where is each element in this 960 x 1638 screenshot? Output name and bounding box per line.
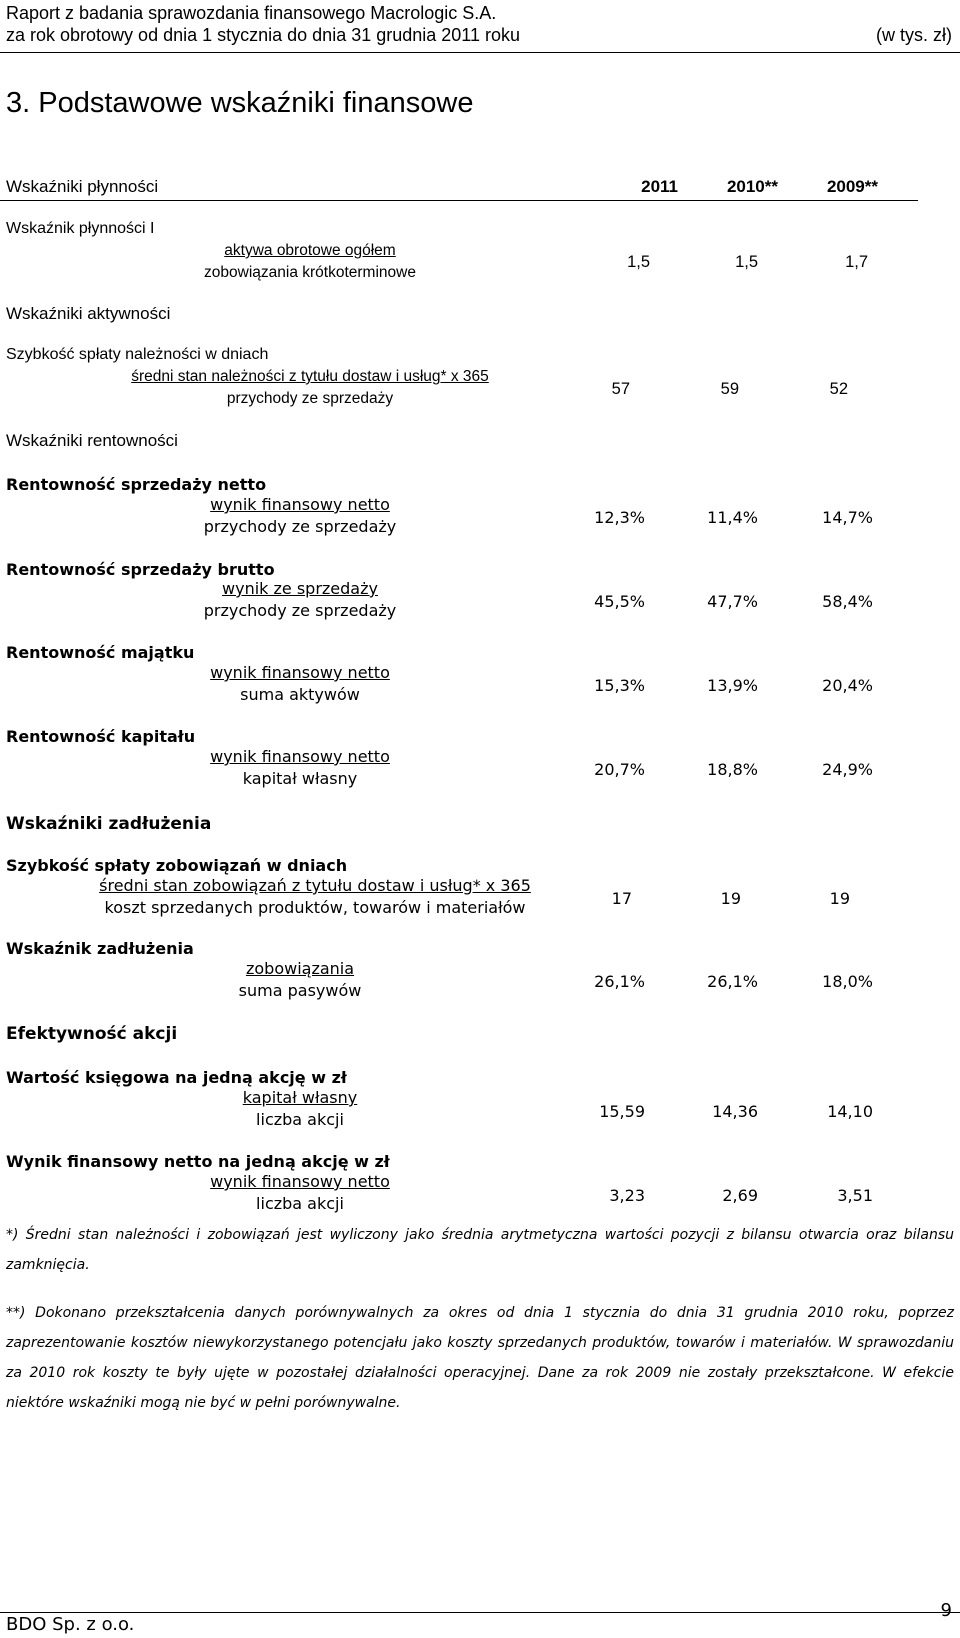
report-unit: (w tys. zł) <box>876 25 952 45</box>
value-2010: 14,36 <box>712 1102 758 1121</box>
value-2009: 58,4% <box>822 592 873 611</box>
footnote-restatement: **) Dokonano przekształcenia danych porównywalnych za okres od dnia 1 stycznia do dnia 31 grudnia 2010 roku, poprzez zaprezentowanie kosztów niewykorzystanego potencjału jako koszty sprzedanych produktów, towarów i materiałów. W sprawozdaniu za 2010 rok koszty te były ujęte w pozostałej działalności operacyjnej. Dane za rok 2009 nie zostały przekształcone. W efekcie niektóre wskaźniki mogą nie być w pełni porównywalne. <box>6 1305 954 1411</box>
denominator: liczba akcji <box>256 1110 344 1129</box>
fraction-gross-margin <box>195 578 405 622</box>
row-label-payables: Szybkość spłaty zobowiązań w dniach <box>6 856 348 875</box>
value-2009: 3,51 <box>837 1186 873 1205</box>
value-2010: 1,5 <box>735 253 758 271</box>
section-title: 3. Podstawowe wskaźniki finansowe <box>6 87 474 119</box>
numerator: wynik ze sprzedaży <box>222 579 378 598</box>
numerator: zobowiązania <box>245 959 355 978</box>
value-2011: 3,23 <box>609 1186 645 1205</box>
footer-company: BDO Sp. z o.o. <box>6 1614 135 1635</box>
value-2011: 26,1% <box>594 972 645 991</box>
denominator: koszt sprzedanych produktów, towarów i materiałów <box>104 898 526 917</box>
col-header-2009: 2009** <box>826 177 878 196</box>
value-2009: 1,7 <box>845 253 868 271</box>
denominator: przychody ze sprzedaży <box>226 390 394 407</box>
row-label-net-margin: Rentowność sprzedaży netto <box>6 475 267 494</box>
value-2009: 18,0% <box>822 972 873 991</box>
value-2011: 17 <box>611 889 632 908</box>
report-title: Raport z badania sprawozdania finansowego Macrologic S.A. <box>6 3 497 23</box>
value-2009: 14,7% <box>822 508 873 527</box>
value-2010: 2,69 <box>722 1186 758 1205</box>
fraction-payables <box>70 875 560 919</box>
value-2011: 12,3% <box>594 508 645 527</box>
row-label-roa: Rentowność majątku <box>6 643 195 662</box>
group-debt: Wskaźniki zadłużenia <box>6 814 212 834</box>
row-label-receivables: Szybkość spłaty należności w dniach <box>6 346 269 363</box>
fraction-eps <box>195 1171 405 1215</box>
value-2009: 20,4% <box>822 676 873 695</box>
fraction-roe <box>195 746 405 790</box>
fraction-receivables <box>100 366 520 410</box>
value-2011: 57 <box>611 380 630 398</box>
value-2010: 47,7% <box>707 592 758 611</box>
denominator: zobowiązania krótkoterminowe <box>204 264 416 281</box>
report-period: za rok obrotowy od dnia 1 stycznia do dnia 31 grudnia 2011 roku <box>6 25 520 45</box>
fraction-net-margin <box>195 494 405 538</box>
fraction-debt-ratio <box>215 958 385 1002</box>
row-label-gross-margin: Rentowność sprzedaży brutto <box>6 560 275 579</box>
numerator: aktywa obrotowe ogółem <box>224 242 396 259</box>
col-header-2010: 2010** <box>726 177 778 196</box>
value-2009: 14,10 <box>827 1102 873 1121</box>
group-liquidity: Wskaźniki płynności <box>6 177 159 196</box>
numerator: wynik finansowy netto <box>210 495 390 514</box>
value-2010: 26,1% <box>707 972 758 991</box>
row-label-debt-ratio: Wskaźnik zadłużenia <box>6 939 194 958</box>
value-2011: 1,5 <box>627 253 650 271</box>
group-activity: Wskaźniki aktywności <box>6 304 171 323</box>
numerator: średni stan należności z tytułu dostaw i usług* x 365 <box>131 368 489 385</box>
group-shares: Efektywność akcji <box>6 1024 178 1044</box>
numerator: wynik finansowy netto <box>210 663 390 682</box>
row-label-roe: Rentowność kapitału <box>6 727 196 746</box>
value-2009: 52 <box>829 380 848 398</box>
denominator: suma pasywów <box>238 981 362 1000</box>
numerator: wynik finansowy netto <box>210 747 390 766</box>
group-profitability: Wskaźniki rentowności <box>6 431 178 450</box>
denominator: suma aktywów <box>240 685 360 704</box>
denominator: liczba akcji <box>256 1194 344 1213</box>
value-2011: 20,7% <box>594 760 645 779</box>
numerator: średni stan zobowiązań z tytułu dostaw i usług* x 365 <box>99 876 531 895</box>
value-2010: 18,8% <box>707 760 758 779</box>
table-header-rule <box>0 200 918 201</box>
col-header-2011: 2011 <box>641 177 678 196</box>
value-2010: 11,4% <box>707 508 758 527</box>
fraction-liquidity <box>175 240 445 284</box>
value-2010: 19 <box>720 889 741 908</box>
row-label-book-value: Wartość księgowa na jedną akcję w zł <box>6 1068 347 1087</box>
header-rule <box>0 52 960 53</box>
value-2010: 13,9% <box>707 676 758 695</box>
value-2011: 45,5% <box>594 592 645 611</box>
value-2011: 15,3% <box>594 676 645 695</box>
row-label-liquidity: Wskaźnik płynności I <box>6 220 155 237</box>
denominator: przychody ze sprzedaży <box>203 601 397 620</box>
footnote-averages: *) Średni stan należności i zobowiązań jest wyliczony jako średnia arytmetyczna wartości pozycji z bilansu otwarcia oraz bilansu zamknięcia. <box>6 1227 954 1273</box>
value-2009: 24,9% <box>822 760 873 779</box>
numerator: wynik finansowy netto <box>210 1172 390 1191</box>
numerator: kapitał własny <box>242 1088 358 1107</box>
value-2011: 15,59 <box>599 1102 645 1121</box>
value-2010: 59 <box>720 380 739 398</box>
fraction-roa <box>195 662 405 706</box>
page-number: 9 <box>940 1600 952 1621</box>
denominator: kapitał własny <box>242 769 358 788</box>
denominator: przychody ze sprzedaży <box>203 517 397 536</box>
fraction-book-value <box>215 1087 385 1131</box>
row-label-eps: Wynik finansowy netto na jedną akcję w zł <box>6 1152 390 1171</box>
footer-rule <box>0 1612 960 1613</box>
value-2009: 19 <box>829 889 850 908</box>
